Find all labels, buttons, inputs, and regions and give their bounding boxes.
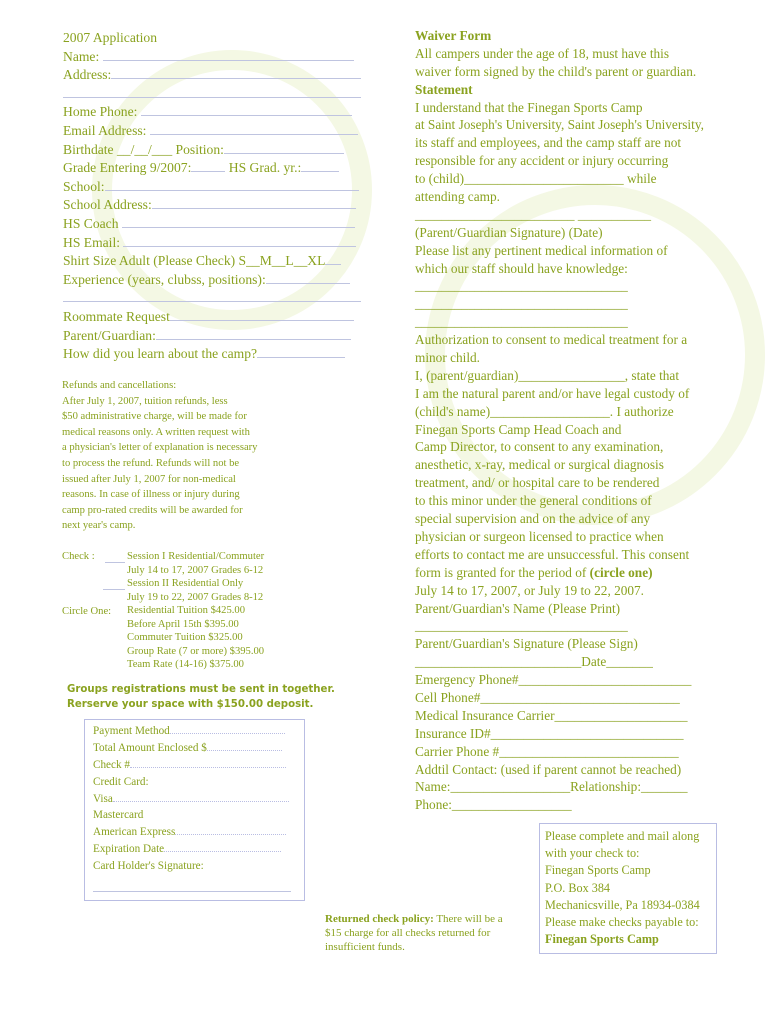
refunds-policy xyxy=(62,378,257,534)
waiver-title: Waiver Form xyxy=(415,28,492,43)
hs-email-label: HS Email: xyxy=(63,234,121,250)
email-address-field[interactable] xyxy=(150,133,358,135)
refunds-line: After July 1, 2007, tuition refunds, less xyxy=(62,395,228,407)
total-enclosed-label: Total Amount Enclosed $ xyxy=(93,741,207,754)
session-check-label: Check : xyxy=(62,551,95,562)
additional-contact-label: Addtil Contact: (used if parent cannot be reached) xyxy=(415,761,682,777)
medical-info-field[interactable]: ________________________________ xyxy=(415,314,628,330)
roommate-request-label: Roommate Request xyxy=(63,308,170,324)
mailing-line: with your check to: xyxy=(545,846,640,861)
circle-one-label: Circle One: xyxy=(62,606,112,617)
email-address-label: Email Address: xyxy=(63,122,147,138)
insurance-id-field[interactable]: Insurance ID#_____________________________ xyxy=(415,725,684,741)
card-holder-signature-field[interactable] xyxy=(93,890,291,892)
american-express-field[interactable] xyxy=(175,833,286,835)
refunds-line: next year's camp. xyxy=(62,520,136,532)
application-section xyxy=(63,29,361,364)
parent-guardian-label: Parent/Guardian: xyxy=(63,327,156,343)
grade-entering-label: Grade Entering 9/2007: xyxy=(63,160,192,176)
authorization-line: Authorization to consent to medical treatment for a xyxy=(415,332,688,348)
child-name-field[interactable]: ________________________ xyxy=(464,171,624,187)
session-1-title: Session I Residential/Commuter xyxy=(127,551,265,562)
waiver-intro-line: waiver form signed by the child's parent or guardian. xyxy=(415,63,697,79)
home-phone-label: Home Phone: xyxy=(63,104,138,120)
authorization-line: anesthetic, x-ray, medical or surgical diagnosis xyxy=(415,457,664,473)
print-name-field[interactable]: ________________________________ xyxy=(415,618,628,634)
authorization-line: efforts to contact me are unsuccessful. This consent xyxy=(415,546,690,562)
session-2-dates: July 19 to 22, 2007 Grades 8-12 xyxy=(127,592,264,603)
rate-list xyxy=(127,604,264,672)
hs-grad-year-field[interactable] xyxy=(301,170,339,172)
expiration-date-label: Expiration Date xyxy=(93,843,165,856)
contact-phone-field[interactable]: Phone:__________________ xyxy=(415,797,572,813)
birthdate-field[interactable]: __/__/___ xyxy=(117,141,173,157)
carrier-phone-field[interactable]: Carrier Phone #___________________________ xyxy=(415,743,679,759)
statement-line: I understand that the Finegan Sports Camp xyxy=(415,99,643,115)
statement-line: attending camp. xyxy=(415,189,500,205)
school-label: School: xyxy=(63,178,105,194)
refunds-line: reasons. In case of illness or injury during xyxy=(62,489,240,501)
session-1-dates: July 14 to 17, 2007 Grades 6-12 xyxy=(127,565,264,576)
hs-email-field[interactable] xyxy=(123,245,356,247)
payable-to: Finegan Sports Camp xyxy=(545,932,659,947)
session-2-checkbox[interactable] xyxy=(103,588,125,590)
sign-date-field[interactable]: _________________________Date_______ xyxy=(415,654,653,670)
roommate-request-field[interactable] xyxy=(170,319,354,321)
rate-option[interactable]: Before April 15th $395.00 xyxy=(127,618,239,630)
experience-label: Experience (years, clubss, positions): xyxy=(63,271,266,287)
returned-check-label: Returned check policy: xyxy=(325,913,434,925)
sign-name-label: Parent/Guardian's Signature (Please Sign) xyxy=(415,636,638,652)
grade-entering-field[interactable] xyxy=(191,170,225,172)
authorization-line: form is granted for the period of xyxy=(415,564,590,580)
refunds-line: to process the refund. Refunds will not be xyxy=(62,457,240,469)
school-field[interactable] xyxy=(105,189,359,191)
hs-coach-label: HS Coach xyxy=(63,215,119,231)
school-address-label: School Address: xyxy=(63,197,152,213)
payment-method-field[interactable] xyxy=(170,732,285,734)
statement-line: to (child) xyxy=(415,171,465,187)
check-number-label: Check # xyxy=(93,758,130,771)
rate-option[interactable]: Team Rate (14-16) $375.00 xyxy=(127,659,244,671)
visa-option[interactable]: Visa xyxy=(93,792,113,805)
mailing-line: Please complete and mail along xyxy=(545,829,700,843)
mastercard-option[interactable]: Mastercard xyxy=(93,809,144,822)
birthdate-label: Birthdate xyxy=(63,141,114,157)
address-label: Address: xyxy=(63,67,112,83)
statement-line: at Saint Joseph's University, Saint Joseph's University, xyxy=(415,117,704,133)
groups-notice-line-2: Rerserve your space with $150.00 deposit. xyxy=(67,698,314,710)
name-label: Name: xyxy=(63,48,100,64)
statement-heading: Statement xyxy=(415,81,473,97)
returned-check-line-1: There will be a xyxy=(433,913,503,925)
mailing-line: Please make checks payable to: xyxy=(545,915,699,930)
returned-check-line-2: $15 charge for all checks returned for xyxy=(325,927,491,939)
authorization-line: I am the natural parent and/or have legal custody of xyxy=(415,385,690,401)
hs-coach-field[interactable] xyxy=(122,226,355,228)
rate-option[interactable]: Commuter Tuition $325.00 xyxy=(127,632,243,644)
authorization-line: to this minor under the general conditions of xyxy=(415,493,652,509)
shirt-size-label[interactable]: Shirt Size Adult (Please Check) S__M__L__XL xyxy=(63,253,326,269)
application-title: 2007 Application xyxy=(63,30,158,45)
returned-check-policy xyxy=(325,912,503,954)
experience-line-2-field[interactable] xyxy=(63,300,361,302)
groups-notice-line-1: Groups registrations must be sent in together. xyxy=(67,684,335,695)
medical-info-field[interactable]: ________________________________ xyxy=(415,296,628,312)
card-holder-signature-label: Card Holder's Signature: xyxy=(93,860,204,873)
how-learned-field[interactable] xyxy=(257,356,345,358)
refunds-line: issued after July 1, 2007 for non-medical xyxy=(62,473,236,485)
payment-form xyxy=(93,723,289,875)
check-number-field[interactable] xyxy=(130,766,286,768)
mailing-info xyxy=(545,828,700,948)
authorization-line: special supervision and on the advice of any xyxy=(415,511,651,527)
shirt-size-field[interactable] xyxy=(325,263,341,265)
waiver-intro-line: All campers under the age of 18, must have this xyxy=(415,45,670,61)
mailing-line: Mechanicsville, Pa 18934-0384 xyxy=(545,897,700,912)
waiver-signature-label: (Parent/Guardian Signature) (Date) xyxy=(415,224,603,240)
school-address-field[interactable] xyxy=(152,207,356,209)
authorization-line: I, (parent/guardian)________________, state that xyxy=(415,367,680,383)
authorization-line: Camp Director, to consent to any examination, xyxy=(415,439,664,455)
credit-card-label: Credit Card: xyxy=(93,775,149,788)
print-name-label: Parent/Guardian's Name (Please Print) xyxy=(415,600,621,616)
statement-line: responsible for any accident or injury occurring xyxy=(415,153,669,169)
medical-info-line: Please list any pertinent medical information of xyxy=(415,242,668,258)
emergency-phone-field[interactable]: Emergency Phone#__________________________ xyxy=(415,672,692,688)
name-field[interactable] xyxy=(103,59,354,61)
expiration-date-field[interactable] xyxy=(164,850,281,852)
session-2-title: Session II Residential Only xyxy=(127,578,244,589)
visa-field[interactable] xyxy=(113,800,289,802)
session-dates-choice[interactable]: July 14 to 17, 2007, or July 19 to 22, 2007. xyxy=(415,582,645,598)
authorization-line: physician or surgeon licensed to practice when xyxy=(415,528,664,544)
american-express-option[interactable]: American Express xyxy=(93,826,176,839)
statement-line: while xyxy=(623,171,657,187)
groups-notice xyxy=(67,683,335,712)
contact-name-field[interactable]: Name:__________________Relationship:_______ xyxy=(415,779,688,795)
circle-one-emphasis: (circle one) xyxy=(589,564,653,580)
medical-info-field[interactable]: ________________________________ xyxy=(415,278,628,294)
statement-line: its staff and employees, and the camp staff are not xyxy=(415,135,682,151)
rate-option[interactable]: Residential Tuition $425.00 xyxy=(127,605,246,616)
authorization-line: Finegan Sports Camp Head Coach and xyxy=(415,421,622,437)
total-enclosed-field[interactable] xyxy=(207,749,282,751)
refunds-line: Refunds and cancellations: xyxy=(62,380,177,391)
cell-phone-field[interactable]: Cell Phone#______________________________ xyxy=(415,689,680,705)
refunds-line: a physician's letter of explanation is necessary xyxy=(62,442,258,454)
mailing-line: P.O. Box 384 xyxy=(545,880,611,895)
insurance-carrier-field[interactable]: Medical Insurance Carrier____________________ xyxy=(415,707,688,723)
position-field[interactable] xyxy=(224,152,344,154)
refunds-line: medical reasons only. A written request with xyxy=(62,426,250,438)
authorization-line: treatment, and/ or hospital care to be rendered xyxy=(415,475,660,491)
position-label: Position: xyxy=(175,141,224,157)
payment-method-label: Payment Method xyxy=(93,725,170,737)
session-1-checkbox[interactable] xyxy=(105,561,125,563)
authorization-line: minor child. xyxy=(415,350,480,366)
home-phone-field[interactable] xyxy=(141,114,352,116)
returned-check-line-3: insufficient funds. xyxy=(325,941,405,953)
parent-guardian-field[interactable] xyxy=(156,338,351,340)
refunds-line: $50 administrative charge, will be made for xyxy=(62,411,247,423)
refunds-line: camp pro-rated credits will be awarded for xyxy=(62,504,243,516)
authorization-line: (child's name)__________________. I authorize xyxy=(415,403,674,419)
how-learned-label: How did you learn about the camp? xyxy=(63,346,258,362)
rate-option[interactable]: Group Rate (7 or more) $395.00 xyxy=(127,645,265,657)
mailing-line: Finegan Sports Camp xyxy=(545,863,651,878)
address-field[interactable] xyxy=(111,77,361,79)
waiver-section xyxy=(415,27,704,814)
experience-field[interactable] xyxy=(266,282,350,284)
medical-info-line: which our staff should have knowledge: xyxy=(415,260,628,276)
address-line-2-field[interactable] xyxy=(63,96,361,98)
waiver-signature-field[interactable]: ________________________ ___________ xyxy=(415,206,652,222)
hs-grad-year-label: HS Grad. yr.: xyxy=(228,160,302,176)
